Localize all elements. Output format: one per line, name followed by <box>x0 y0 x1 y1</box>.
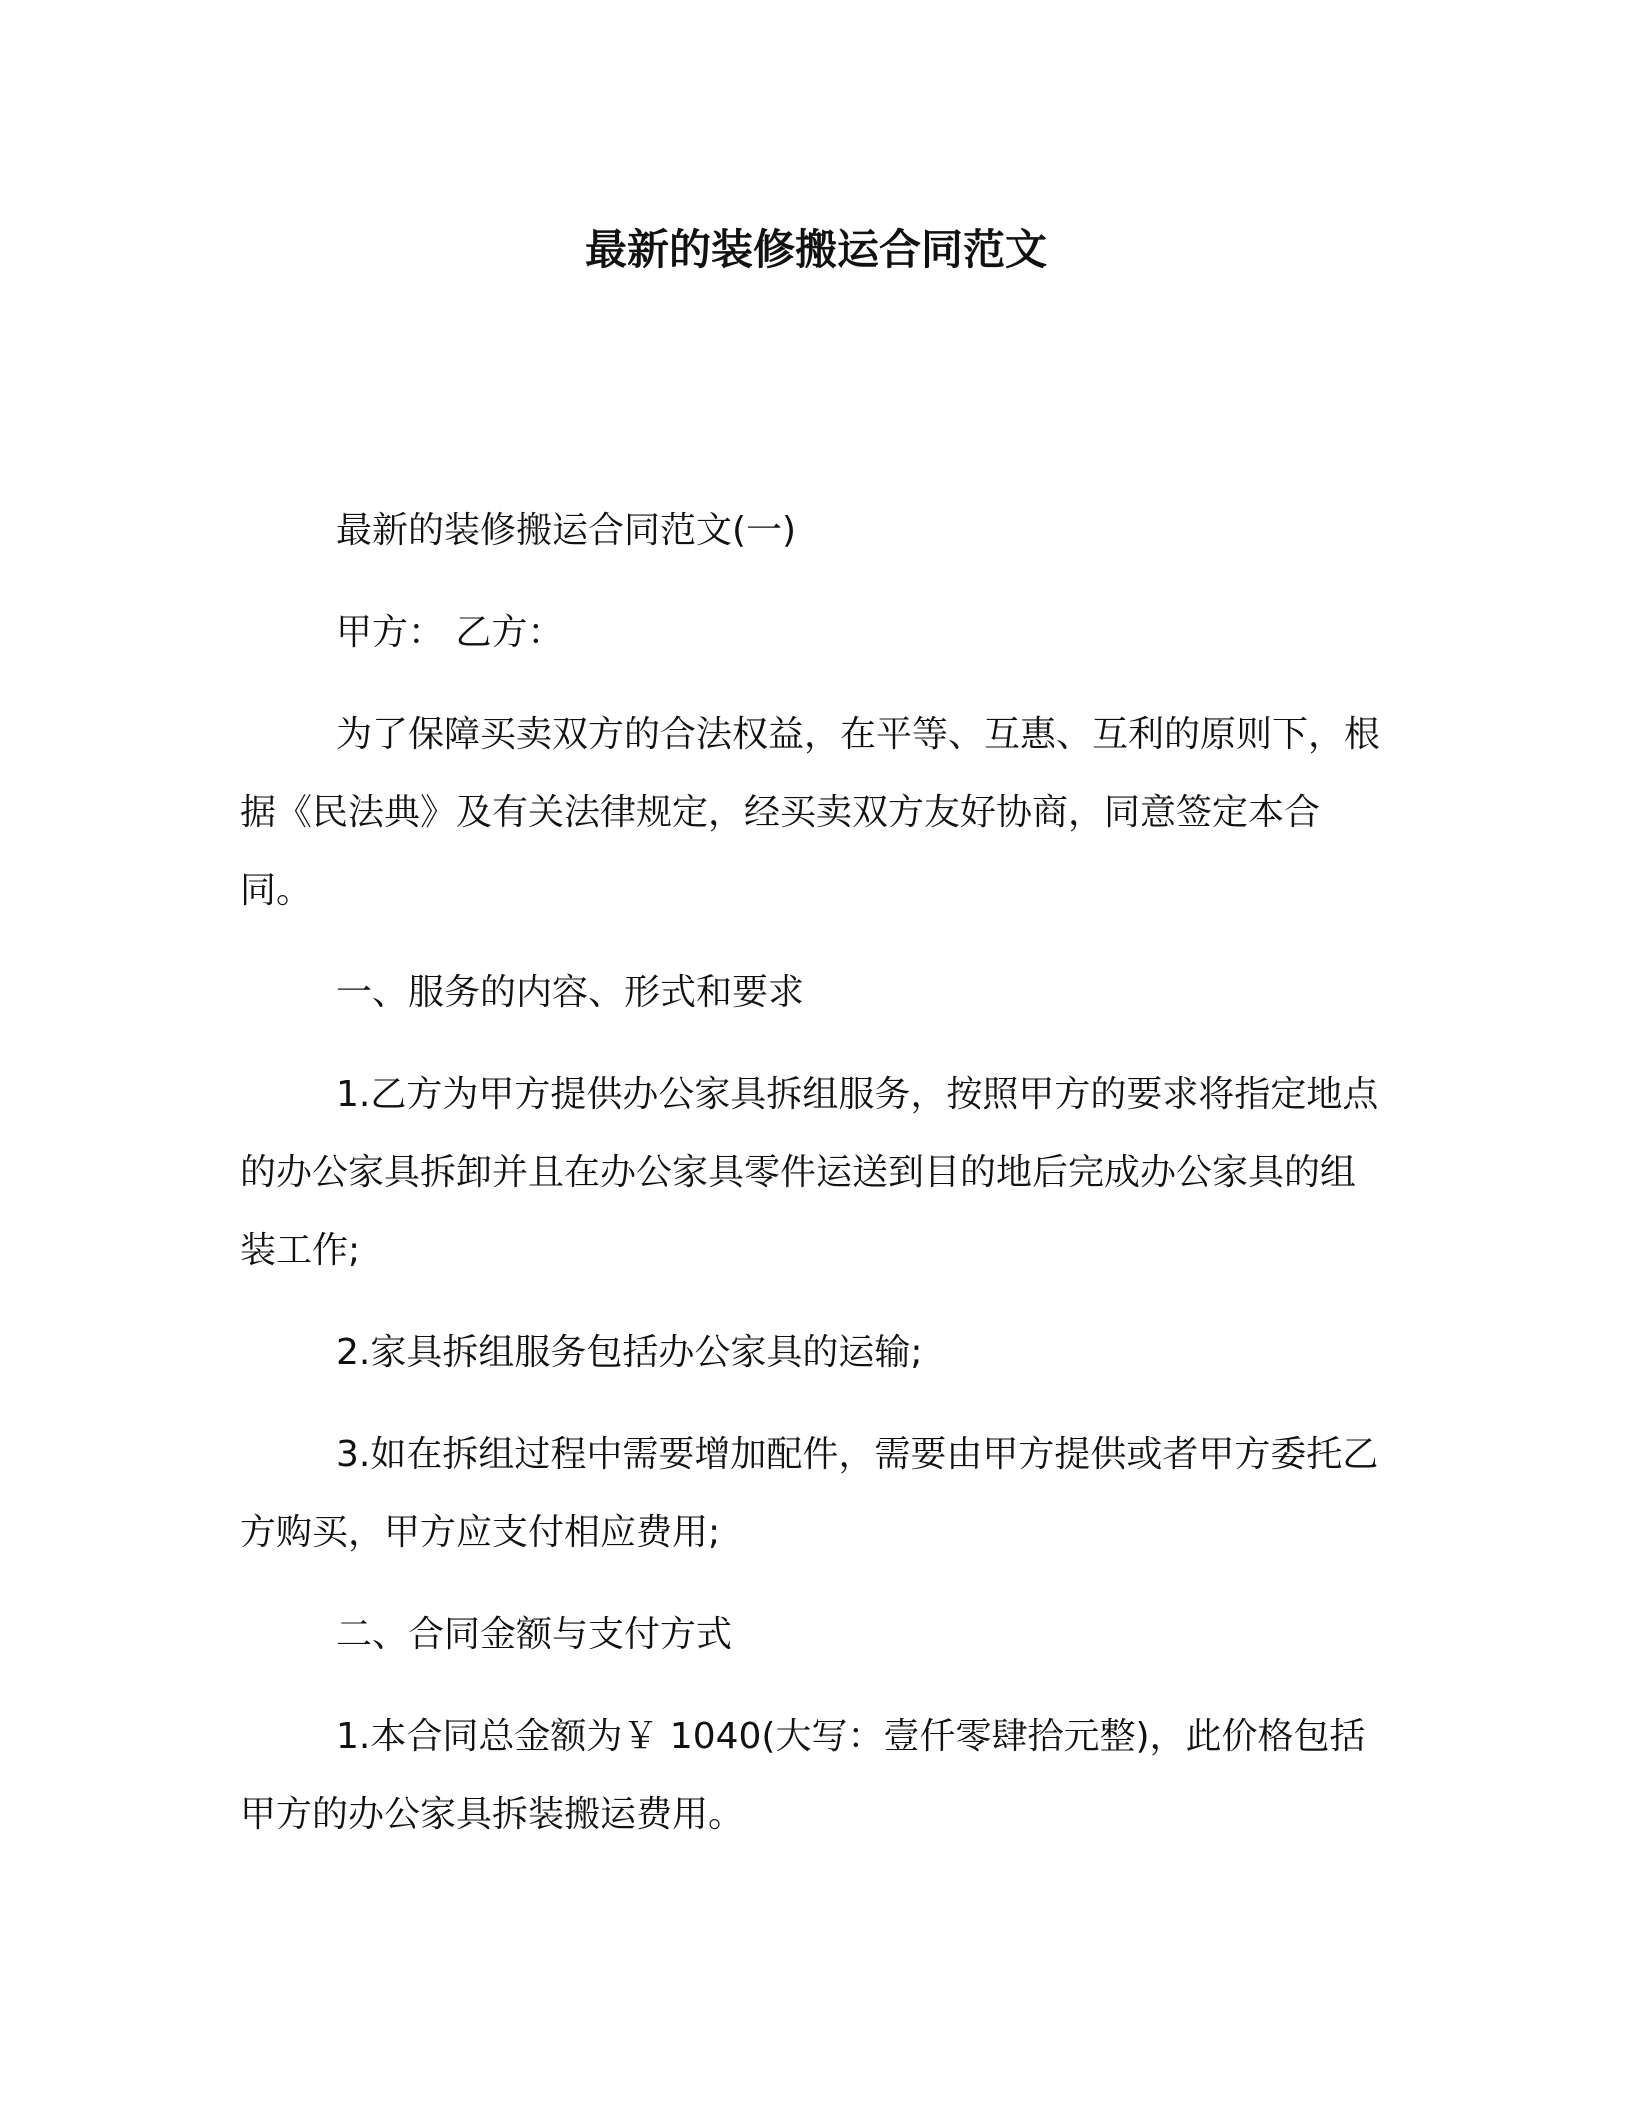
section1-item-3: 3.如在拆组过程中需要增加配件，需要由甲方提供或者甲方委托乙方购买，甲方应支付相应费用; <box>240 1434 1379 1553</box>
section1-item-2: 2.家具拆组服务包括办公家具的运输; <box>336 1332 923 1373</box>
section-heading-2: 二、合同金额与支付方式 <box>336 1614 733 1655</box>
section2-item-1: 1.本合同总金额为￥ 1040(大写：壹仟零肆拾元整)，此价格包括甲方的办公家具拆装搬运费用。 <box>240 1716 1366 1835</box>
section-heading-1: 一、服务的内容、形式和要求 <box>336 972 805 1013</box>
intro-paragraph: 为了保障买卖双方的合法权益，在平等、互惠、互利的原则下，根据《民法典》及有关法律规定，经买卖双方友好协商，同意签定本合同。 <box>240 714 1381 911</box>
document-body <box>240 492 1390 1878</box>
contract-subtitle: 最新的装修搬运合同范文(一) <box>336 510 797 551</box>
parties-line: 甲方： 乙方： <box>336 612 564 653</box>
section1-item-1: 1.乙方为甲方提供办公家具拆组服务，按照甲方的要求将指定地点的办公家具拆卸并且在办公家具零件运送到目的地后完成办公家具的组装工作; <box>240 1074 1379 1271</box>
document-title: 最新的装修搬运合同范文 <box>584 225 1047 274</box>
